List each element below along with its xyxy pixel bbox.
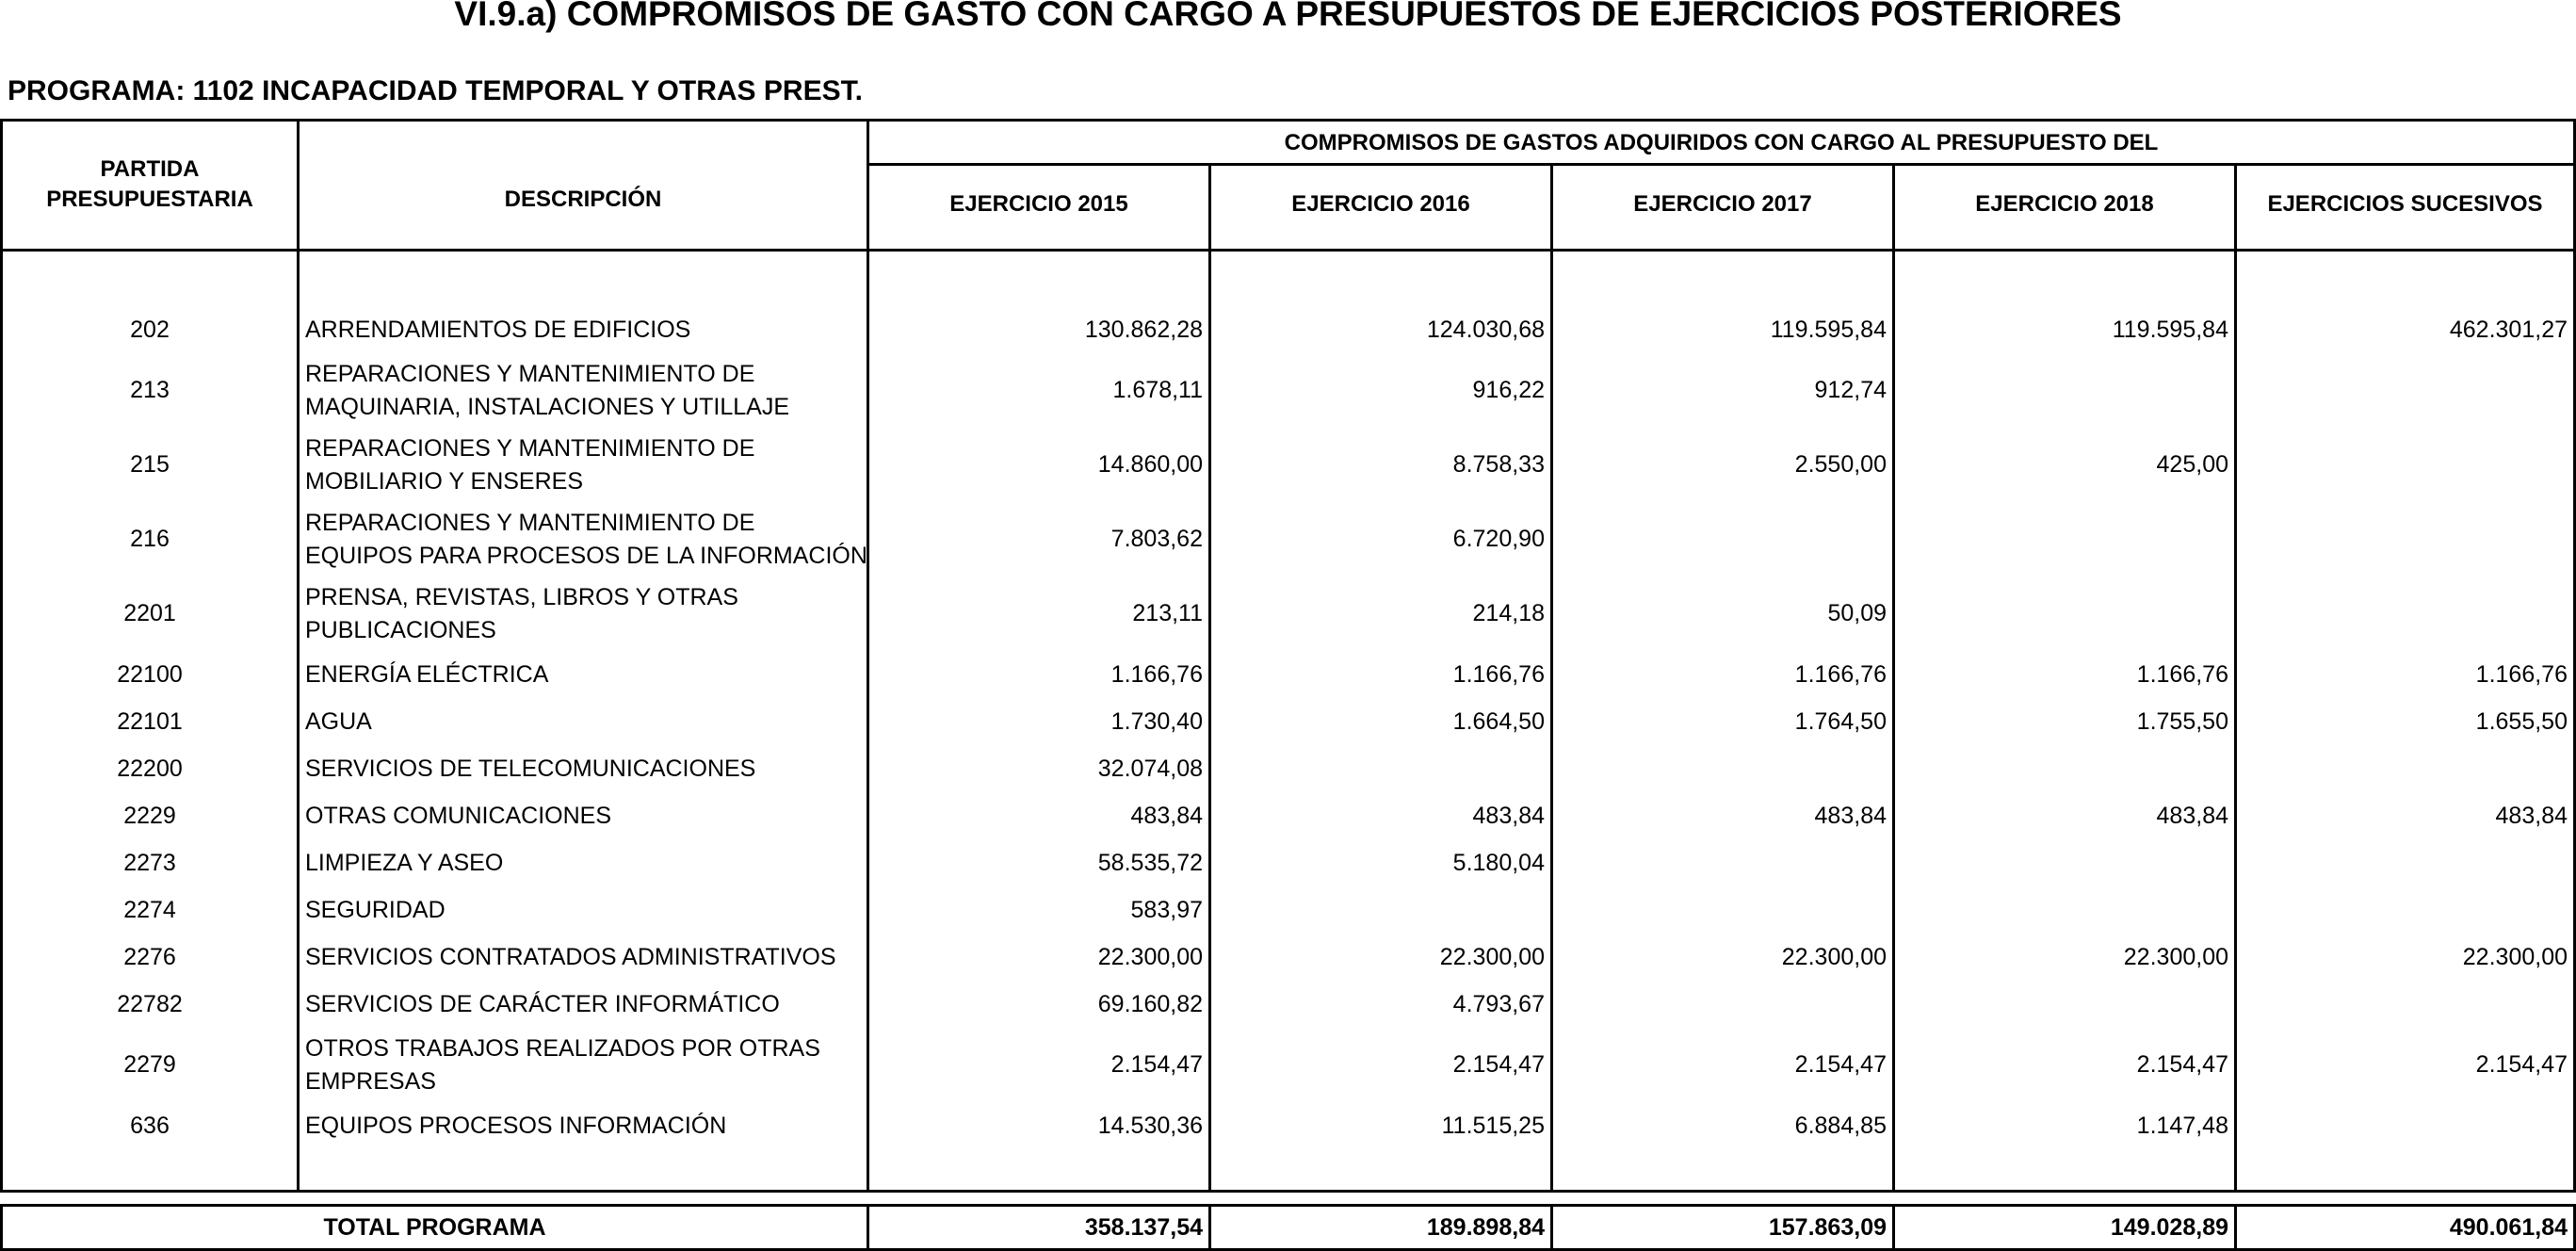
- amount-cell: 119.595,84: [2112, 316, 2228, 343]
- amount-cell: 483,84: [1472, 802, 1545, 829]
- amount-cell: 5.180,04: [1452, 849, 1545, 876]
- amount-cell: 119.595,84: [1770, 316, 1887, 343]
- amount-cell: 912,74: [1814, 377, 1887, 403]
- description-line: PUBLICACIONES: [305, 616, 496, 643]
- description-line: SEGURIDAD: [305, 896, 446, 923]
- amount-cell: 483,84: [2156, 802, 2228, 829]
- amount-cell: 213,11: [1132, 600, 1203, 626]
- description-line: ARRENDAMIENTOS DE EDIFICIOS: [305, 316, 691, 343]
- amount-cell: [2237, 428, 2573, 502]
- total-2017: 157.863,09: [1768, 1213, 1887, 1241]
- table-row: [0, 698, 2576, 745]
- amount-cell: 7.803,62: [1110, 526, 1203, 552]
- amount-cell: 1.764,50: [1794, 707, 1887, 735]
- table-row: [0, 1028, 2576, 1102]
- description-line: SERVICIOS DE CARÁCTER INFORMÁTICO: [305, 990, 780, 1017]
- description-line: OTROS TRABAJOS REALIZADOS POR OTRAS: [305, 1034, 820, 1062]
- table-row: [0, 428, 2576, 502]
- table-row: [0, 886, 2576, 934]
- total-2016: 189.898,84: [1426, 1213, 1545, 1241]
- total-2015: 358.137,54: [1084, 1213, 1203, 1241]
- amount-cell: [1553, 502, 1892, 577]
- description-line: OTRAS COMUNICACIONES: [305, 802, 612, 829]
- amount-cell: 1.655,50: [2475, 707, 2568, 735]
- description: [305, 353, 870, 428]
- amount-cell: 22.300,00: [1781, 943, 1887, 970]
- header-year-sucesivos: EJERCICIOS SUCESIVOS: [2267, 191, 2543, 217]
- header-divider: [0, 249, 2576, 252]
- description: [305, 651, 870, 698]
- partida-code: 22100: [117, 660, 183, 688]
- amount-cell: [1895, 745, 2234, 792]
- header-partida-line2: PRESUPUESTARIA: [46, 187, 253, 212]
- amount-cell: 1.664,50: [1452, 707, 1545, 735]
- group-header-divider: [867, 163, 2576, 166]
- table-row: [0, 1102, 2576, 1149]
- amount-cell: [1211, 886, 1550, 934]
- amount-cell: [1895, 502, 2234, 577]
- table-row: [0, 792, 2576, 839]
- description: [305, 934, 870, 981]
- table-row: [0, 745, 2576, 792]
- amount-cell: [1895, 577, 2234, 651]
- amount-cell: 6.884,85: [1794, 1112, 1887, 1139]
- description: [305, 502, 870, 577]
- amount-cell: [2237, 745, 2573, 792]
- partida-code: 636: [130, 1112, 170, 1139]
- description-line: REPARACIONES Y MANTENIMIENTO DE: [305, 434, 755, 462]
- amount-cell: [1553, 886, 1892, 934]
- partida-code: 2201: [123, 600, 176, 626]
- amount-cell: 1.755,50: [2136, 707, 2228, 735]
- amount-cell: 69.160,82: [1097, 990, 1203, 1017]
- amount-cell: 58.535,72: [1097, 849, 1203, 876]
- table-row: [0, 353, 2576, 428]
- partida-code: 202: [130, 316, 170, 343]
- description: [305, 886, 870, 934]
- description-line: MAQUINARIA, INSTALACIONES Y UTILLAJE: [305, 393, 790, 420]
- description-line: SERVICIOS CONTRATADOS ADMINISTRATIVOS: [305, 943, 836, 970]
- partida-code: 22200: [117, 755, 183, 782]
- description: [305, 698, 870, 745]
- description: [305, 981, 870, 1028]
- description: [305, 1028, 870, 1102]
- amount-cell: 1.147,48: [2136, 1112, 2228, 1139]
- amount-cell: [2237, 1102, 2573, 1149]
- partida-code: 213: [130, 377, 170, 403]
- description: [305, 428, 870, 502]
- amount-cell: 1.678,11: [1112, 377, 1203, 403]
- amount-cell: 483,84: [1130, 802, 1203, 829]
- page-title: VI.9.a) COMPROMISOS DE GASTO CON CARGO A PRESUPUESTOS DE EJERCICIOS POSTERIORES: [454, 0, 2122, 33]
- amount-cell: 11.515,25: [1441, 1112, 1545, 1139]
- partida-code: 22101: [117, 707, 183, 735]
- header-partida-line1: PARTIDA: [100, 156, 200, 182]
- description-line: EQUIPOS PARA PROCESOS DE LA INFORMACIÓN: [305, 542, 867, 569]
- header-year-2016: EJERCICIO 2016: [1291, 191, 1470, 217]
- header-year-2018: EJERCICIO 2018: [1975, 191, 2154, 217]
- header-group: COMPROMISOS DE GASTOS ADQUIRIDOS CON CARGO AL PRESUPUESTO DEL: [1284, 130, 2159, 155]
- amount-cell: 1.166,76: [1794, 660, 1887, 688]
- amount-cell: 22.300,00: [1097, 943, 1203, 970]
- description: [305, 306, 870, 353]
- partida-code: 2273: [123, 849, 176, 876]
- description: [305, 577, 870, 651]
- amount-cell: 483,84: [2495, 802, 2568, 829]
- amount-cell: [2237, 886, 2573, 934]
- partida-code: 215: [130, 451, 170, 478]
- amount-cell: 1.166,76: [2475, 660, 2568, 688]
- total-2018: 149.028,89: [2110, 1213, 2228, 1241]
- amount-cell: 1.166,76: [1452, 660, 1545, 688]
- partida-code: 22782: [117, 990, 183, 1017]
- amount-cell: [2237, 353, 2573, 428]
- header-descripcion: DESCRIPCIÓN: [504, 187, 662, 212]
- table-row: [0, 934, 2576, 981]
- description-line: REPARACIONES Y MANTENIMIENTO DE: [305, 509, 755, 536]
- partida-code: 2229: [123, 802, 176, 829]
- amount-cell: [2237, 839, 2573, 886]
- amount-cell: 2.154,47: [1110, 1051, 1203, 1078]
- amount-cell: 1.166,76: [2136, 660, 2228, 688]
- description-line: SERVICIOS DE TELECOMUNICACIONES: [305, 755, 756, 782]
- amount-cell: 124.030,68: [1426, 316, 1545, 343]
- description-line: PRENSA, REVISTAS, LIBROS Y OTRAS: [305, 583, 738, 610]
- table-row: [0, 502, 2576, 577]
- amount-cell: [1895, 839, 2234, 886]
- amount-cell: 50,09: [1827, 600, 1887, 626]
- table-row: [0, 839, 2576, 886]
- description-line: EMPRESAS: [305, 1067, 436, 1095]
- amount-cell: [1895, 981, 2234, 1028]
- amount-cell: [2237, 981, 2573, 1028]
- amount-cell: [2237, 502, 2573, 577]
- table-row: [0, 981, 2576, 1028]
- amount-cell: 916,22: [1472, 377, 1545, 403]
- amount-cell: 1.166,76: [1110, 660, 1203, 688]
- amount-cell: [1553, 839, 1892, 886]
- header-year-2017: EJERCICIO 2017: [1633, 191, 1812, 217]
- total-sucesivos: 490.061,84: [2449, 1213, 2568, 1241]
- table-row: [0, 306, 2576, 353]
- description-line: LIMPIEZA Y ASEO: [305, 849, 504, 876]
- partida-code: 2274: [123, 896, 176, 923]
- description: [305, 839, 870, 886]
- amount-cell: 32.074,08: [1097, 755, 1203, 782]
- amount-cell: [1211, 745, 1550, 792]
- program-heading: PROGRAMA: 1102 INCAPACIDAD TEMPORAL Y OTRAS PREST.: [8, 75, 863, 106]
- total-label: TOTAL PROGRAMA: [323, 1213, 546, 1241]
- amount-cell: [1895, 886, 2234, 934]
- description-line: REPARACIONES Y MANTENIMIENTO DE: [305, 360, 755, 387]
- description: [305, 745, 870, 792]
- table-row: [0, 651, 2576, 698]
- amount-cell: 214,18: [1472, 600, 1545, 626]
- amount-cell: 425,00: [2156, 451, 2228, 478]
- description-line: ENERGÍA ELÉCTRICA: [305, 660, 549, 688]
- amount-cell: 14.530,36: [1097, 1112, 1203, 1139]
- amount-cell: 14.860,00: [1097, 451, 1203, 478]
- amount-cell: 4.793,67: [1452, 990, 1545, 1017]
- amount-cell: 1.730,40: [1110, 707, 1203, 735]
- amount-cell: 22.300,00: [2462, 943, 2568, 970]
- description: [305, 792, 870, 839]
- description-line: EQUIPOS PROCESOS INFORMACIÓN: [305, 1112, 727, 1139]
- amount-cell: 483,84: [1814, 802, 1887, 829]
- amount-cell: [2237, 577, 2573, 651]
- partida-code: 2279: [123, 1051, 176, 1078]
- amount-cell: 130.862,28: [1084, 316, 1203, 343]
- amount-cell: [1895, 353, 2234, 428]
- amount-cell: 22.300,00: [2123, 943, 2228, 970]
- amount-cell: 22.300,00: [1439, 943, 1545, 970]
- description-line: AGUA: [305, 707, 372, 735]
- amount-cell: 583,97: [1130, 896, 1203, 923]
- amount-cell: 6.720,90: [1452, 526, 1545, 552]
- amount-cell: 2.550,00: [1794, 451, 1887, 478]
- amount-cell: 8.758,33: [1452, 451, 1545, 478]
- amount-cell: 2.154,47: [2136, 1051, 2228, 1078]
- partida-code: 216: [130, 526, 170, 552]
- amount-cell: [1553, 981, 1892, 1028]
- header-partida: [3, 151, 297, 219]
- amount-cell: 462.301,27: [2449, 316, 2568, 343]
- amount-cell: 2.154,47: [1452, 1051, 1545, 1078]
- table-row: [0, 577, 2576, 651]
- header-year-2015: EJERCICIO 2015: [949, 191, 1128, 217]
- description-line: MOBILIARIO Y ENSERES: [305, 467, 584, 495]
- amount-cell: 2.154,47: [1794, 1051, 1887, 1078]
- description: [305, 1102, 870, 1149]
- amount-cell: 2.154,47: [2475, 1051, 2568, 1078]
- amount-cell: [1553, 745, 1892, 792]
- partida-code: 2276: [123, 943, 176, 970]
